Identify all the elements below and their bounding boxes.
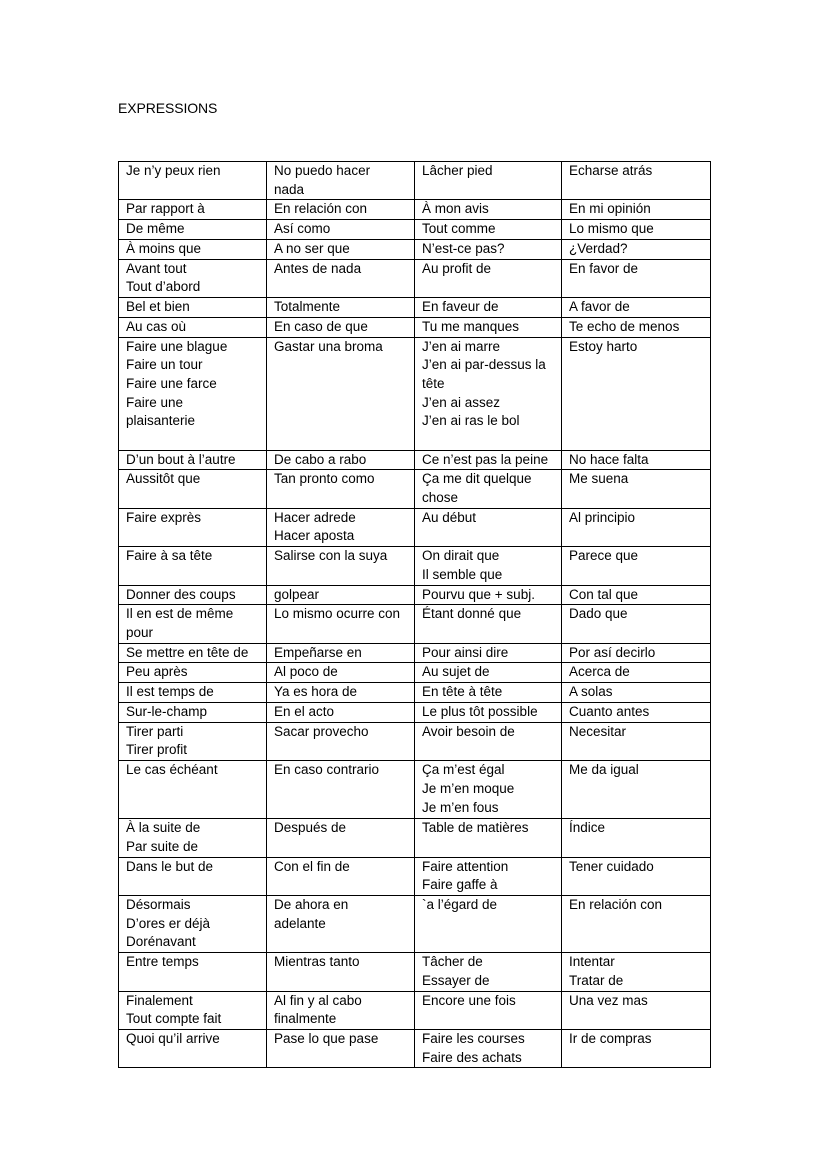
cell-text: Empeñarse en [274,644,362,660]
table-cell-spanish-translation [267,297,415,317]
table-cell-french-expression [119,585,267,605]
cell-text: En caso contrario [274,762,380,778]
table-cell-spanish-translation [267,200,415,220]
cell-text: Pour ainsi dire [422,644,509,660]
table-cell-french-expression [119,895,267,952]
expressions-table-body [119,162,711,1068]
cell-text: Tan pronto como [274,471,375,487]
cell-text: Lâcher pied [422,163,493,178]
table-row [119,703,711,723]
table-cell-french-expression [119,220,267,240]
table-cell-french-expression [415,317,562,337]
table-cell-french-expression [119,470,267,508]
cell-text: Désormais [126,896,191,912]
table-cell-spanish-translation [562,162,711,200]
cell-text: Al fin y al cabo [274,992,362,1008]
table-row [119,1029,711,1067]
cell-text: Me da igual [569,762,639,778]
cell-text: D’ores er déjà [126,915,211,931]
table-cell-french-expression [119,508,267,546]
table-cell-french-expression [119,239,267,259]
cell-text: Bel et bien [126,298,190,314]
table-cell-spanish-translation [267,450,415,470]
table-cell-spanish-translation [562,239,711,259]
table-cell-spanish-translation [267,722,415,760]
table-cell-french-expression [119,450,267,470]
cell-text: Ça m’est égal [422,762,505,778]
cell-text: En relación con [569,896,663,912]
cell-text: Cuanto antes [569,704,650,720]
cell-text: Tratar de [569,972,624,988]
table-cell-french-expression [415,683,562,703]
cell-text: Faire une farce [126,376,217,392]
cell-text: Il en est de même [126,606,234,622]
cell-text: Pase lo que pase [274,1030,379,1046]
cell-text: De même [126,221,185,237]
table-cell-spanish-translation [267,761,415,819]
table-cell-french-expression [415,259,562,297]
cell-text: Ya es hora de [274,684,358,700]
cell-text: Faire un tour [126,357,203,373]
cell-text: En el acto [274,704,335,720]
cell-text: J’en ai ras le bol [422,413,520,429]
cell-text: Lo mismo ocurre con [274,606,401,622]
table-cell-spanish-translation [562,991,711,1029]
cell-text: Hacer aposta [274,528,355,544]
table-row [119,297,711,317]
cell-text: Una vez mas [569,992,648,1008]
cell-text: Peu après [126,664,188,680]
expressions-table [118,161,711,1068]
cell-text: No hace falta [569,451,649,467]
table-cell-spanish-translation [267,547,415,585]
table-cell-spanish-translation [267,508,415,546]
cell-text: tête [422,376,445,392]
cell-text: Tâcher de [422,954,483,970]
table-cell-spanish-translation [267,239,415,259]
table-cell-spanish-translation [267,162,415,200]
table-cell-french-expression [415,819,562,857]
table-cell-spanish-translation [267,643,415,663]
cell-text: À mon avis [422,201,489,217]
table-row [119,953,711,991]
table-row [119,585,711,605]
table-cell-french-expression [415,605,562,643]
table-cell-spanish-translation [562,761,711,819]
cell-text: finalmente [274,1011,337,1027]
cell-text: Faire une [126,394,184,410]
cell-text: nada [274,181,305,197]
table-cell-french-expression [119,605,267,643]
cell-text: Por así decirlo [569,644,656,660]
cell-text: Finalement [126,992,193,1008]
cell-text: Después de [274,820,347,836]
cell-text: Tirer parti [126,723,184,739]
cell-text: Je m’en moque [422,780,515,796]
table-cell-french-expression [119,259,267,297]
cell-text: J’en ai assez [422,394,501,410]
table-cell-spanish-translation [562,683,711,703]
table-cell-french-expression [119,857,267,895]
cell-text: N’est-ce pas? [422,240,505,256]
table-row [119,761,711,819]
cell-text: Sacar provecho [274,723,369,739]
table-cell-french-expression [415,953,562,991]
table-cell-french-expression [415,895,562,952]
cell-text: Aussitôt que [126,471,201,487]
table-cell-french-expression [415,220,562,240]
table-cell-french-expression [415,663,562,683]
cell-text: Ça me dit quelque [422,471,532,487]
table-cell-spanish-translation [562,605,711,643]
table-cell-french-expression [415,1029,562,1067]
cell-text: Lo mismo que [569,221,654,237]
table-cell-french-expression [119,953,267,991]
table-cell-french-expression [119,683,267,703]
table-cell-spanish-translation [562,547,711,585]
table-cell-french-expression [119,1029,267,1067]
table-cell-french-expression [119,643,267,663]
cell-text: Quoi qu’il arrive [126,1030,220,1046]
table-cell-french-expression [415,337,562,450]
cell-text: Au cas où [126,318,187,334]
table-cell-spanish-translation [267,991,415,1029]
cell-text: À moins que [126,240,202,256]
cell-text: Ce n’est pas la peine [422,451,549,467]
table-cell-french-expression [415,200,562,220]
table-cell-spanish-translation [267,683,415,703]
table-row [119,450,711,470]
table-row [119,819,711,857]
table-cell-french-expression [415,239,562,259]
table-cell-french-expression [415,470,562,508]
table-row [119,895,711,952]
table-cell-french-expression [119,547,267,585]
cell-text: Je n’y peux rien [126,163,221,178]
cell-text: Je m’en fous [422,799,499,815]
table-row [119,317,711,337]
table-cell-french-expression [119,761,267,819]
table-cell-spanish-translation [562,337,711,450]
cell-text: Se mettre en tête de [126,644,249,660]
cell-text: Donner des coups [126,586,236,602]
cell-text: À la suite de [126,820,201,836]
cell-text: Dorénavant [126,934,196,950]
table-cell-french-expression [415,703,562,723]
table-cell-french-expression [119,722,267,760]
table-cell-spanish-translation [267,585,415,605]
table-cell-french-expression [415,508,562,546]
cell-text: Par rapport à [126,201,205,217]
cell-text: Il semble que [422,566,503,582]
table-row [119,663,711,683]
table-cell-spanish-translation [562,857,711,895]
table-row [119,162,711,200]
table-cell-spanish-translation [562,508,711,546]
cell-text: ¿Verdad? [569,240,628,256]
cell-text: Étant donné que [422,606,522,622]
cell-text: Tirer profit [126,742,188,758]
cell-text: Dado que [569,606,628,622]
cell-text: Estoy harto [569,338,638,354]
table-cell-spanish-translation [267,819,415,857]
cell-text: Faire des achats [422,1049,522,1065]
cell-text: Totalmente [274,298,341,314]
cell-text: Pourvu que + subj. [422,586,535,602]
table-cell-spanish-translation [267,857,415,895]
table-cell-spanish-translation [562,220,711,240]
cell-text: De cabo a rabo [274,451,367,467]
cell-text: Faire à sa tête [126,548,213,564]
cell-text: En favor de [569,260,639,276]
table-cell-spanish-translation [267,337,415,450]
cell-text: J’en ai par-dessus la [422,357,546,373]
cell-text: J’en ai marre [422,338,501,354]
cell-text: En mi opinión [569,201,651,217]
table-cell-spanish-translation [267,1029,415,1067]
table-cell-spanish-translation [267,259,415,297]
table-cell-spanish-translation [562,663,711,683]
cell-text: Salirse con la suya [274,548,388,564]
cell-text: Con el fin de [274,858,350,874]
cell-text: No puedo hacer [274,163,371,178]
cell-text: Hacer adrede [274,509,356,525]
cell-text: Il est temps de [126,684,214,700]
cell-text: Par suite de [126,838,199,854]
cell-text: En relación con [274,201,368,217]
cell-text: Sur-le-champ [126,704,208,720]
table-cell-french-expression [119,297,267,317]
table-cell-spanish-translation [562,297,711,317]
cell-text: Faire gaffe à [422,877,498,893]
table-row [119,722,711,760]
table-cell-french-expression [119,162,267,200]
table-cell-spanish-translation [562,722,711,760]
table-cell-french-expression [415,547,562,585]
cell-text: Tener cuidado [569,858,654,874]
table-row [119,605,711,643]
table-cell-spanish-translation [562,819,711,857]
cell-text: Al poco de [274,664,338,680]
cell-text: Table de matières [422,820,529,836]
cell-text: adelante [274,915,326,931]
table-cell-spanish-translation [562,259,711,297]
table-cell-french-expression [119,337,267,450]
cell-text: Parece que [569,548,639,564]
table-cell-french-expression [119,703,267,723]
cell-text: Entre temps [126,954,199,970]
table-cell-spanish-translation [267,470,415,508]
cell-text: Ir de compras [569,1030,652,1046]
cell-text: En tête à tête [422,684,503,700]
cell-text: Tout compte fait [126,1011,222,1027]
table-row [119,547,711,585]
table-cell-french-expression [119,663,267,683]
cell-text: Faire exprès [126,509,202,525]
cell-text: Así como [274,221,331,237]
table-cell-spanish-translation [267,663,415,683]
cell-text: Mientras tanto [274,954,360,970]
table-cell-spanish-translation [267,317,415,337]
table-cell-spanish-translation [562,703,711,723]
table-cell-spanish-translation [562,1029,711,1067]
cell-text: Le plus tôt possible [422,704,538,720]
table-cell-spanish-translation [562,317,711,337]
table-cell-spanish-translation [562,470,711,508]
cell-text: chose [422,490,459,506]
cell-text: Acerca de [569,664,630,680]
table-row [119,337,711,450]
cell-text: pour [126,624,154,640]
table-cell-spanish-translation [562,200,711,220]
cell-text: Avant tout [126,260,187,276]
table-cell-french-expression [119,200,267,220]
table-row [119,259,711,297]
cell-text: Tout d’abord [126,279,201,295]
cell-text: En caso de que [274,318,368,334]
table-cell-french-expression [415,761,562,819]
table-cell-french-expression [119,991,267,1029]
table-cell-spanish-translation [267,605,415,643]
cell-text: Tu me manques [422,318,520,334]
table-row [119,200,711,220]
cell-text: Faire les courses [422,1030,525,1046]
cell-text: De ahora en [274,896,349,912]
table-cell-french-expression [415,585,562,605]
table-cell-french-expression [415,857,562,895]
page-title: EXPRESSIONS [118,100,218,116]
table-cell-spanish-translation [562,895,711,952]
cell-text: plaisanterie [126,413,196,429]
cell-text: Con tal que [569,586,639,602]
table-cell-spanish-translation [562,953,711,991]
cell-text: A favor de [569,298,630,314]
table-row [119,220,711,240]
cell-text: Faire attention [422,858,509,874]
table-cell-spanish-translation [267,703,415,723]
table-cell-spanish-translation [267,220,415,240]
cell-text: Me suena [569,471,629,487]
cell-text: Au sujet de [422,664,490,680]
table-row [119,857,711,895]
table-cell-french-expression [415,991,562,1029]
cell-text: golpear [274,586,320,602]
cell-text: Índice [569,820,606,836]
cell-text: D’un bout à l’autre [126,451,236,467]
cell-text: Te echo de menos [569,318,680,334]
cell-text: Le cas échéant [126,762,218,778]
cell-text: Al principio [569,509,636,525]
table-cell-french-expression [415,722,562,760]
cell-text: Necesitar [569,723,627,739]
table-cell-french-expression [119,317,267,337]
cell-text: Essayer de [422,972,490,988]
cell-text: Avoir besoin de [422,723,515,739]
cell-text: Gastar una broma [274,338,383,354]
table-cell-spanish-translation [562,585,711,605]
cell-text: Au début [422,509,477,525]
table-cell-french-expression [415,297,562,317]
table-row [119,239,711,259]
cell-text: Antes de nada [274,260,362,276]
table-cell-french-expression [415,162,562,200]
cell-text: Tout comme [422,221,496,237]
cell-text: Encore une fois [422,992,516,1008]
cell-text: `a l’égard de [422,896,498,912]
cell-text: A no ser que [274,240,350,256]
table-cell-french-expression [415,643,562,663]
table-cell-spanish-translation [267,953,415,991]
table-row [119,991,711,1029]
table-cell-french-expression [119,819,267,857]
cell-text: Faire une blague [126,338,228,354]
cell-text: Dans le but de [126,858,214,874]
cell-text: A solas [569,684,613,700]
table-row [119,683,711,703]
table-cell-spanish-translation [562,450,711,470]
cell-text: Echarse atrás [569,163,653,178]
table-row [119,643,711,663]
table-cell-spanish-translation [267,895,415,952]
table-cell-spanish-translation [562,643,711,663]
cell-text: En faveur de [422,298,499,314]
cell-text: On dirait que [422,548,500,564]
table-row [119,470,711,508]
table-cell-french-expression [415,450,562,470]
table-row [119,508,711,546]
cell-text: Au profit de [422,260,492,276]
cell-text: Intentar [569,954,615,970]
